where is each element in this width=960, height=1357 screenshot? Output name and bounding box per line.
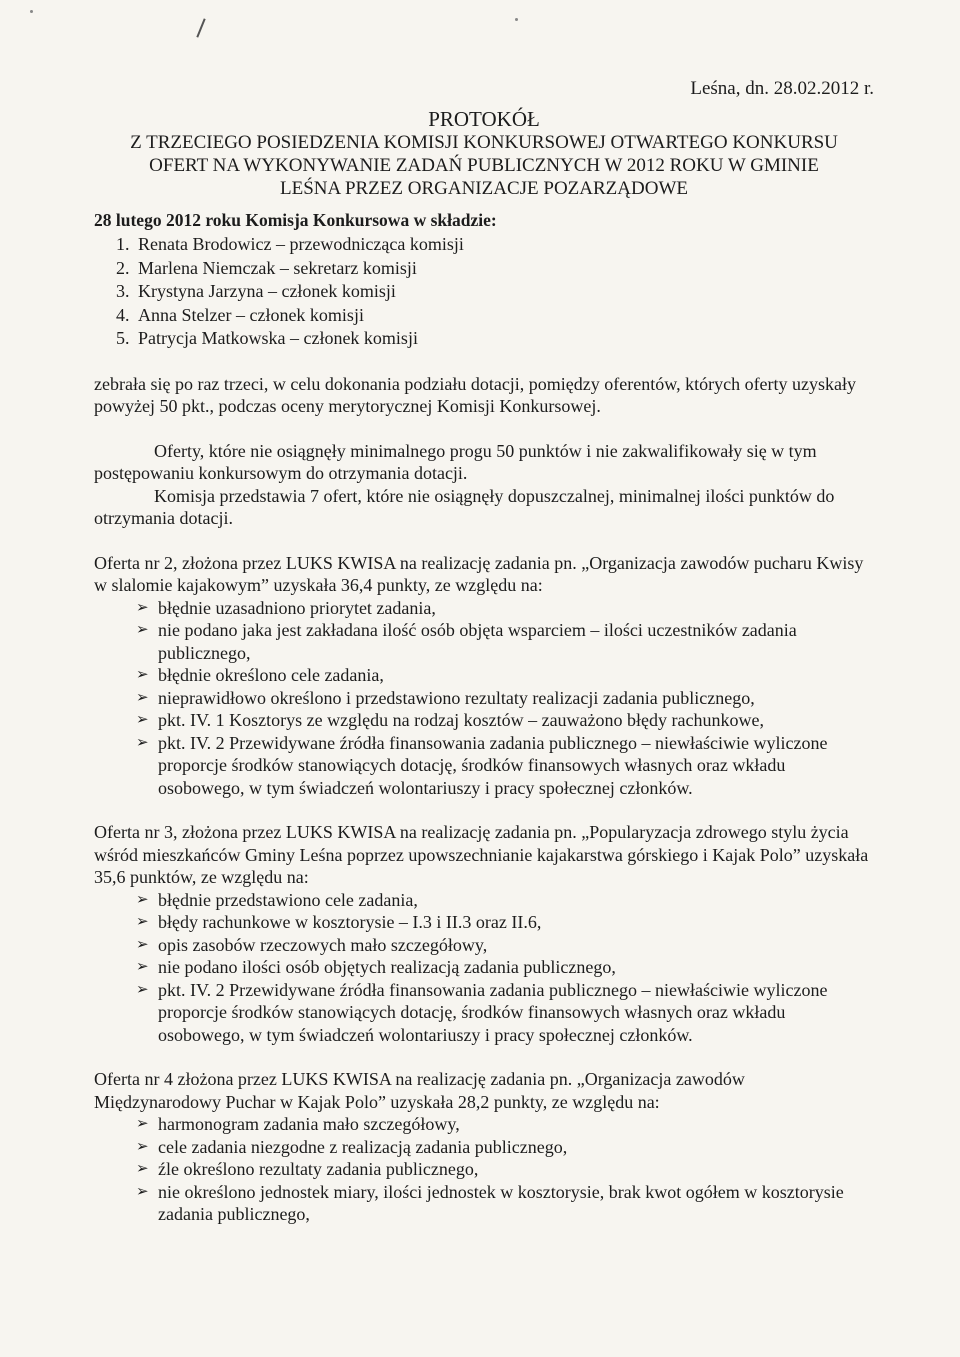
intro-paragraph: zebrała się po raz trzeci, w celu dokonania podziału dotacji, pomiędzy oferentów, których oferty uzyskały powyżej 50 pkt., podczas oceny merytorycznej Komisji Konkursowej.	[94, 373, 857, 416]
arrowhead-bullet-icon: ➢	[136, 667, 149, 683]
reason-text: błędnie przedstawiono cele zadania,	[158, 889, 418, 910]
member-number: 3.	[116, 281, 130, 301]
arrowhead-bullet-icon: ➢	[136, 891, 149, 908]
member-item	[116, 304, 874, 328]
arrowhead-bullet-icon: ➢	[136, 959, 149, 975]
offer-intro: Oferta nr 4 złożona przez LUKS KWISA na realizację zadania pn. „Organizacja zawodów Międzynarodowy Puchar w Kajak Polo” uzyskała 28,2 punkty, ze względu na:	[94, 1069, 745, 1112]
reason-item	[136, 934, 874, 957]
reason-item	[136, 1113, 874, 1136]
arrowhead-bullet-icon: ➢	[136, 1116, 149, 1132]
member-item	[116, 327, 874, 351]
reason-text: źle określono rezultaty zadania publicznego,	[158, 1159, 479, 1179]
reason-item	[136, 889, 874, 912]
arrowhead-bullet-icon: ➢	[136, 689, 149, 706]
rejected-count-paragraph: Komisja przedstawia 7 ofert, które nie osiągnęły dopuszczalnej, minimalnej ilości punktów do otrzymania dotacji.	[94, 485, 835, 528]
arrowhead-bullet-icon: ➢	[136, 914, 149, 930]
reason-text: błędnie określono cele zadania,	[158, 665, 384, 685]
reason-item	[136, 597, 874, 620]
offer-section	[94, 821, 874, 1046]
scan-speck	[515, 18, 518, 21]
document-date: Leśna, dn. 28.02.2012 r.	[690, 78, 874, 99]
committee-members-list	[94, 233, 874, 351]
reason-item	[136, 1158, 874, 1181]
member-item	[116, 280, 874, 304]
reason-text: nie podano ilości osób objętych realizacją zadania publicznego,	[158, 957, 616, 977]
reason-item	[136, 619, 874, 664]
arrowhead-bullet-icon: ➢	[136, 1161, 149, 1177]
member-text: Krystyna Jarzyna – członek komisji	[138, 281, 396, 301]
reason-item	[136, 687, 874, 710]
arrowhead-bullet-icon: ➢	[136, 936, 149, 953]
reason-item	[136, 709, 874, 732]
title-line: OFERT NA WYKONYWANIE ZADAŃ PUBLICZNYCH W 2012 ROKU W GMINIE	[149, 155, 819, 176]
reason-text: nieprawidłowo określono i przedstawiono rezultaty realizacji zadania publicznego,	[158, 687, 755, 708]
reason-item	[136, 911, 874, 934]
member-item	[116, 233, 874, 257]
reason-text: pkt. IV. 1 Kosztorys ze względu na rodzaj kosztów – zauważono błędy rachunkowe,	[158, 710, 764, 730]
arrowhead-bullet-icon: ➢	[136, 734, 149, 751]
member-item	[116, 257, 874, 281]
offer-reasons-list	[94, 597, 874, 800]
reason-text: harmonogram zadania mało szczegółowy,	[158, 1114, 460, 1134]
arrowhead-bullet-icon: ➢	[136, 599, 149, 616]
offer-intro: Oferta nr 3, złożona przez LUKS KWISA na realizację zadania pn. „Popularyzacja zdrowego stylu życia wśród mieszkańców Gminy Leśna poprzez upowszechnianie kajakarstwa górskiego i Kajak Polo” uzyskała 35,6 punktów, ze względu na:	[94, 822, 869, 887]
member-text: Patrycja Matkowska – członek komisji	[138, 328, 418, 348]
arrowhead-bullet-icon: ➢	[136, 1138, 149, 1155]
arrowhead-bullet-icon: ➢	[136, 981, 149, 998]
title-line: LEŚNA PRZEZ ORGANIZACJE POZARZĄDOWE	[280, 178, 688, 199]
reason-text: pkt. IV. 2 Przewidywane źródła finansowania zadania publicznego – niewłaściwie wyliczone proporcje środków stanowiących dotację, środków finansowych własnych oraz wkładu osobowego, w tym świadczeń wolontariuszy i pracy społecznej członków.	[158, 979, 828, 1045]
reason-text: błędy rachunkowe w kosztorysie – I.3 i II.3 oraz II.6,	[158, 912, 542, 932]
scan-speck	[30, 10, 33, 13]
reason-text: cele zadania niezgodne z realizacją zadania publicznego,	[158, 1136, 568, 1157]
reason-item	[136, 732, 874, 800]
arrowhead-bullet-icon: ➢	[136, 1183, 149, 1200]
committee-composition-heading: 28 lutego 2012 roku Komisja Konkursowa w składzie:	[94, 210, 497, 230]
member-number: 2.	[116, 257, 130, 278]
member-number: 1.	[116, 234, 130, 254]
offer-reasons-list	[94, 1113, 874, 1226]
reason-text: pkt. IV. 2 Przewidywane źródła finansowania zadania publicznego – niewłaściwie wyliczone proporcje środków stanowiących dotację, środków finansowych własnych oraz wkładu osobowego, w tym świadczeń wolontariuszy i pracy społecznej członków.	[158, 732, 828, 798]
title-line: Z TRZECIEGO POSIEDZENIA KOMISJI KONKURSOWEJ OTWARTEGO KONKURSU	[130, 132, 838, 153]
reason-text: opis zasobów rzeczowych mało szczegółowy,	[158, 934, 488, 955]
member-text: Marlena Niemczak – sekretarz komisji	[138, 257, 417, 278]
reason-item	[136, 1136, 874, 1159]
member-number: 4.	[116, 304, 130, 325]
arrowhead-bullet-icon: ➢	[136, 712, 149, 728]
offer-reasons-list	[94, 889, 874, 1047]
offer-intro: Oferta nr 2, złożona przez LUKS KWISA na realizację zadania pn. „Organizacja zawodów pucharu Kwisy w slalomie kajakowym” uzyskała 36,4 punkty, ze względu na:	[94, 552, 864, 595]
rejected-offers-paragraph: Oferty, które nie osiągnęły minimalnego progu 50 punktów i nie zakwalifikowały się w tym postępowaniu konkursowym do otrzymania dotacji.	[94, 440, 817, 483]
title-line: PROTOKÓŁ	[428, 107, 540, 131]
document-title	[94, 108, 874, 200]
reason-text: nie określono jednostek miary, ilości jednostek w kosztorysie, brak kwot ogółem w kosztorysie zadania publicznego,	[158, 1181, 844, 1224]
member-text: Renata Brodowicz – przewodnicząca komisji	[138, 234, 464, 254]
member-text: Anna Stelzer – członek komisji	[138, 304, 364, 325]
reason-item	[136, 956, 874, 979]
pen-mark	[196, 18, 205, 37]
member-number: 5.	[116, 328, 130, 348]
reason-item	[136, 664, 874, 687]
arrowhead-bullet-icon: ➢	[136, 622, 149, 638]
reason-item	[136, 979, 874, 1047]
reason-text: błędnie uzasadniono priorytet zadania,	[158, 597, 436, 618]
offer-section	[94, 552, 874, 800]
reason-text: nie podano jaka jest zakładana ilość osób objęta wsparciem – ilości uczestników zadania publicznego,	[158, 620, 797, 663]
reason-item	[136, 1181, 874, 1226]
offer-section	[94, 1068, 874, 1226]
